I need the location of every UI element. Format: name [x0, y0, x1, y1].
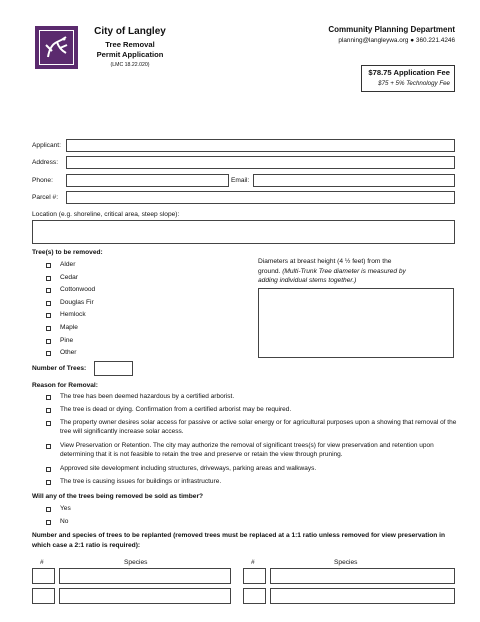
replant-species-field[interactable] — [59, 588, 231, 604]
number-of-trees-field[interactable] — [94, 361, 133, 376]
replant-col-species-right: Species — [334, 559, 358, 566]
tree-checkbox-maple[interactable] — [46, 326, 51, 331]
phone-field[interactable] — [66, 174, 229, 187]
city-name: City of Langley — [94, 26, 166, 37]
tree-checkbox-alder[interactable] — [46, 263, 51, 268]
replant-col-number-right: # — [251, 559, 255, 566]
reason-development: Approved site development including structures, driveways, parking areas and walkways. — [60, 465, 317, 472]
parcel-field[interactable] — [66, 191, 455, 204]
tree-checkbox-cottonwood[interactable] — [46, 288, 51, 293]
number-of-trees-label: Number of Trees: — [32, 365, 87, 372]
location-field[interactable] — [32, 220, 455, 244]
tree-option-label: Other — [60, 349, 77, 357]
address-field[interactable] — [66, 156, 455, 169]
reason-checkbox-hazardous[interactable] — [46, 395, 51, 400]
reason-solar: The property owner desires solar access for passive or active solar energy or for agricultural purposes upon a showing that removal of the tree will significantly increase solar access. — [60, 419, 457, 435]
replant-number-field[interactable] — [32, 588, 55, 604]
tree-option-label: Hemlock — [60, 311, 86, 319]
trees-heading: Tree(s) to be removed: — [32, 249, 103, 256]
fee-box — [361, 65, 455, 92]
reason-checkbox-development[interactable] — [46, 467, 51, 472]
reason-checkbox-solar[interactable] — [46, 421, 51, 426]
tree-option-label: Cottonwood — [60, 286, 96, 294]
replant-col-species-left: Species — [124, 559, 148, 566]
diameters-field[interactable] — [258, 288, 454, 358]
reason-view: View Preservation or Retention. The city may authorize the removal of significant trees(s) for view preservation and retention upon determining that it is not feasible to retain the tree and preserve or retain the view through pruning. — [60, 442, 434, 458]
tree-option-label: Alder — [60, 261, 76, 268]
reason-checkbox-dead[interactable] — [46, 408, 51, 413]
replant-instructions: Number and species of trees to be replanted (removed trees must be replaced at a 1:1 ratio unless removed for view preservation in which case a 2:1 ratio is required): — [32, 532, 445, 549]
tree-checkbox-douglas-fir[interactable] — [46, 301, 51, 306]
department-contact: planning@langleywa.org ● 360.221.4246 — [338, 37, 455, 44]
tree-option-label: Douglas Fir — [60, 298, 94, 306]
parcel-label: Parcel #: — [32, 194, 59, 201]
tree-checkbox-hemlock[interactable] — [46, 313, 51, 318]
tree-checkbox-pine[interactable] — [46, 339, 51, 344]
diameter-instructions: Diameters at breast height (4 ½ feet) from the ground. (Multi-Trunk Tree diameter is measured by adding individual stems together.) — [258, 258, 406, 284]
reason-checkbox-view[interactable] — [46, 444, 51, 449]
code-reference: (LMC 18.22.020) — [110, 62, 150, 68]
department-block — [328, 25, 455, 44]
location-label: Location (e.g. shoreline, critical area, steep slope): — [32, 211, 180, 218]
tree-option-label: Cedar — [60, 273, 78, 281]
tree-checkbox-other[interactable] — [46, 351, 51, 356]
timber-question: Will any of the trees being removed be sold as timber? — [32, 493, 204, 500]
replant-species-field[interactable] — [59, 568, 231, 584]
reason-dead: The tree is dead or dying. Confirmation from a certified arborist may be required. — [60, 406, 292, 413]
applicant-field[interactable] — [66, 139, 455, 152]
replant-species-field[interactable] — [270, 588, 455, 604]
reason-infrastructure: The tree is causing issues for buildings or infrastructure. — [60, 478, 222, 485]
fee-note: $75 + 5% Technology Fee — [378, 80, 450, 87]
reason-checkbox-infrastructure[interactable] — [46, 480, 51, 485]
applicant-label: Applicant: — [32, 142, 61, 149]
email-label: Email: — [231, 177, 250, 184]
tree-checkbox-cedar[interactable] — [46, 276, 51, 281]
email-field[interactable] — [253, 174, 455, 187]
reasons-heading: Reason for Removal: — [32, 382, 98, 389]
reason-hazardous: The tree has been deemed hazardous by a certified arborist. — [60, 393, 235, 400]
replant-number-field[interactable] — [32, 568, 55, 584]
tree-option-label: Pine — [60, 336, 74, 344]
timber-yes-checkbox[interactable] — [46, 507, 51, 512]
city-logo — [35, 26, 78, 69]
replant-number-field[interactable] — [243, 568, 266, 584]
title-block — [82, 26, 178, 68]
address-label: Address: — [32, 159, 59, 166]
tree-option-label: Maple — [60, 324, 78, 331]
crane-logo-icon — [40, 31, 75, 66]
form-title: Tree Removal Permit Application — [96, 40, 164, 59]
replant-number-field[interactable] — [243, 588, 266, 604]
department-name: Community Planning Department — [328, 25, 455, 34]
timber-yes-label: Yes — [60, 505, 71, 512]
phone-label: Phone: — [32, 177, 53, 184]
replant-species-field[interactable] — [270, 568, 455, 584]
timber-no-checkbox[interactable] — [46, 520, 51, 525]
timber-no-label: No — [60, 518, 69, 525]
fee-amount: $78.75 Application Fee — [368, 68, 450, 77]
replant-col-number-left: # — [40, 559, 44, 566]
